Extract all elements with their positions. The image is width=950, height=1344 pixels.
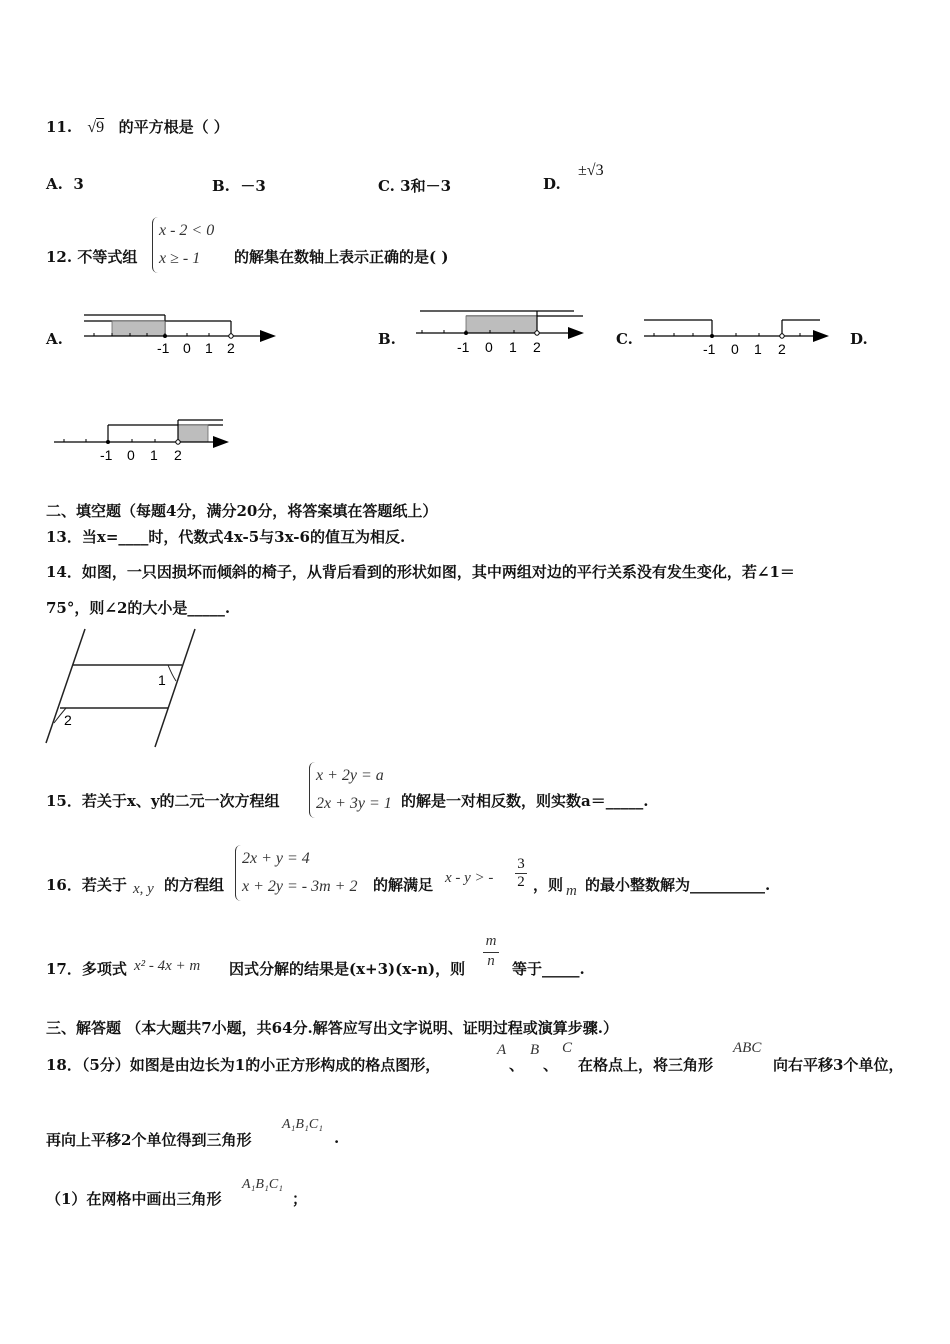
q18-point-c: C [562, 1040, 573, 1056]
q11-stem: 11. √9 的平方根是（ ） [46, 118, 229, 136]
q12-numberline-b [412, 302, 597, 360]
tick-label: 0 [127, 447, 135, 463]
q17-poly: x² - 4x + m [134, 958, 201, 974]
q12-numberline-d [50, 415, 235, 467]
q14-line-1: 14．如图，一只因损坏而倾斜的椅子，从背后看到的形状如图，其中两组对边的平行关系没有发生变化，若∠1＝ [46, 563, 795, 581]
q18-sub1: （1）在网格中画出三角形 [46, 1190, 222, 1208]
tick-label: 0 [485, 339, 493, 355]
tick-label: 2 [227, 340, 235, 356]
q15-prefix: 15．若关于x、y的二元一次方程组 [46, 792, 280, 810]
q18-abc: ABC [733, 1040, 762, 1056]
q11-number: 11. [46, 118, 73, 136]
tick-label: 2 [533, 339, 541, 355]
q18-prefix: 18．（5分）如图是由边长为1的小正方形构成的格点图形， [46, 1056, 441, 1074]
q11-option-d-value: ±√3 [578, 162, 604, 179]
q12-numberline-c [640, 310, 835, 362]
q16-mid: 的方程组 [164, 876, 225, 894]
q18-sub1-end: ； [292, 1190, 308, 1208]
tick-label: 1 [509, 339, 517, 355]
q14-line-2: 75°，则∠2的大小是_____. [46, 599, 231, 617]
q17-fraction: m n [483, 933, 499, 970]
q16-suffix: 的最小整数解为__________. [585, 876, 771, 894]
q18-sep-2: 、 [543, 1056, 559, 1074]
q16-prefix: 16．若关于 [46, 876, 127, 894]
q18-a1b1c1: A₁B₁C₁ [282, 1117, 324, 1132]
q12-option-b-label: B. [378, 330, 396, 348]
tick-label: 0 [183, 340, 191, 356]
q11-radicand: 9 [96, 119, 105, 136]
tick-label: -1 [703, 341, 716, 357]
q12-stem: 12. 不等式组 [46, 248, 138, 266]
q11-option-c: C. 3和－3 [378, 177, 452, 195]
q15-eq-2: 2x + 3y = 1 [316, 795, 392, 812]
q15-suffix: 的解是一对相反数，则实数a＝_____. [401, 792, 649, 810]
q18-point-b: B [530, 1042, 540, 1058]
q12-ineq-1: x - 2 < 0 [159, 222, 215, 239]
q16-system [235, 845, 357, 901]
q16-after: ，则 [533, 876, 564, 894]
q18-sep-1: 、 [509, 1056, 525, 1074]
tick-label: 2 [174, 447, 182, 463]
q12-option-a-label: A. [46, 330, 63, 348]
tick-label: -1 [157, 340, 170, 356]
tick-label: -1 [100, 447, 113, 463]
tick-label: -1 [457, 339, 470, 355]
q17-prefix: 17．多项式 [46, 960, 127, 978]
q17-mid: 因式分解的结果是(x+3)(x-n)，则 [229, 960, 466, 978]
angle-1-label: 1 [158, 672, 166, 688]
q16-fraction: 3 2 [515, 856, 527, 891]
q12-system [152, 217, 214, 273]
q12-option-d-label: D. [850, 330, 868, 348]
q16-vars: x, y [133, 881, 154, 897]
q11-option-d: D. [543, 175, 561, 193]
q18-period: . [334, 1129, 340, 1147]
section-3-heading: 三、解答题 （本大题共7小题，共64分.解答应写出文字说明、证明过程或演算步骤.） [46, 1019, 618, 1037]
q16-eq-2: x + 2y = - 3m + 2 [242, 878, 358, 895]
q18-mid: 在格点上，将三角形 [578, 1056, 714, 1074]
tick-label: 2 [778, 341, 786, 357]
q11-text: 的平方根是（ ） [118, 118, 229, 136]
angle-2-label: 2 [64, 712, 72, 728]
q16-eq-1: 2x + y = 4 [242, 850, 310, 867]
q18-line-2: 再向上平移2个单位得到三角形 [46, 1131, 252, 1149]
q12-option-c-label: C. [616, 330, 633, 348]
q11-option-a: A. 3 [46, 175, 84, 193]
section-2-heading: 二、填空题（每题4分，满分20分，将答案填在答题纸上） [46, 502, 438, 520]
q16-cond-text: 的解满足 [373, 876, 434, 894]
tick-label: 1 [205, 340, 213, 356]
q16-condition: x - y > - [445, 870, 494, 886]
q18-point-a: A [497, 1042, 507, 1058]
q14-chair-figure [40, 625, 205, 755]
tick-label: 1 [150, 447, 158, 463]
q11-option-b: B. －3 [212, 177, 266, 195]
q18-sub1-triangle: A₁B₁C₁ [242, 1177, 284, 1192]
q18-suffix: 向右平移3个单位， [773, 1056, 904, 1074]
tick-label: 0 [731, 341, 739, 357]
q17-suffix: 等于_____. [512, 960, 585, 978]
q12-numberline-a [80, 305, 280, 360]
q12-ineq-2: x ≥ - 1 [159, 250, 201, 267]
q16-m: m [566, 883, 577, 899]
q13-text: 13．当x=____时，代数式4x-5与3x-6的值互为相反. [46, 528, 406, 546]
q15-system [309, 762, 392, 818]
tick-label: 1 [754, 341, 762, 357]
q12-text: 的解集在数轴上表示正确的是( ) [234, 248, 449, 266]
q15-eq-1: x + 2y = a [316, 767, 384, 784]
